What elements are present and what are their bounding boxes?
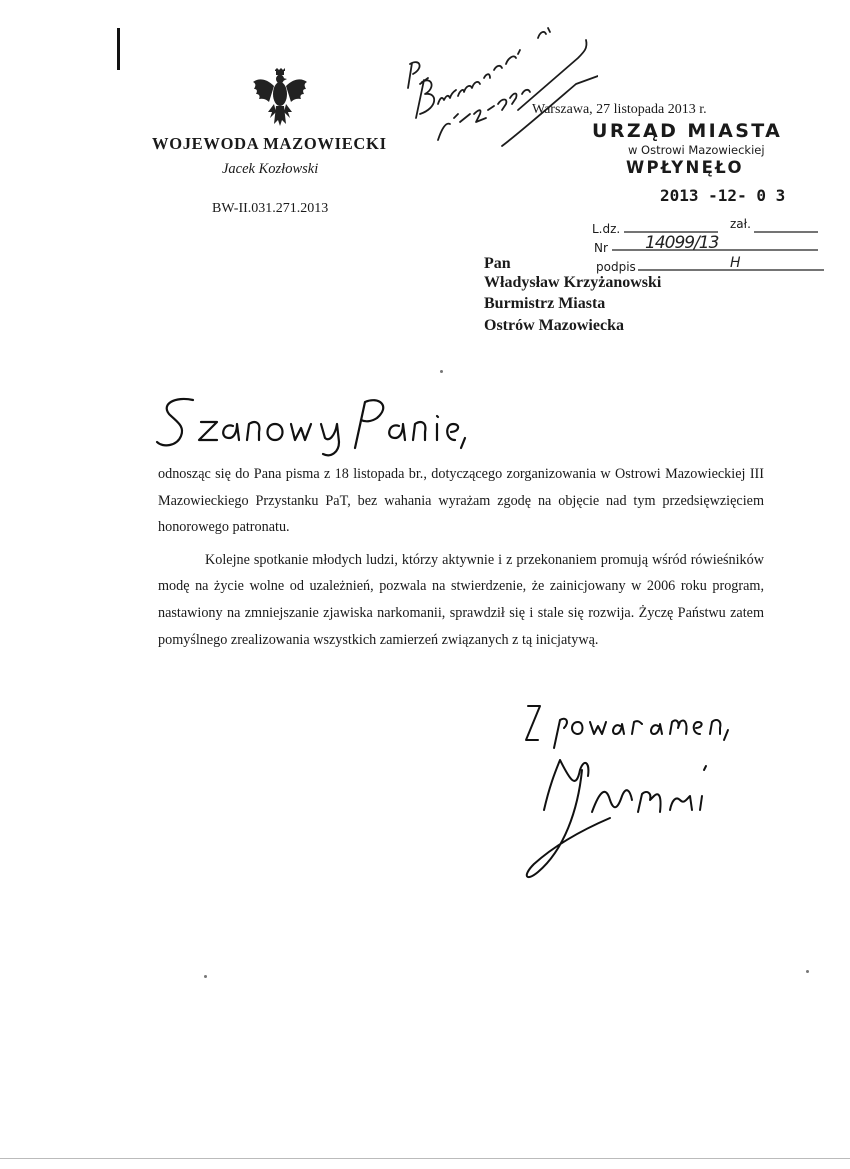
recipient-title: Pan <box>484 255 511 272</box>
stamp-city: w Ostrowi Mazowieckiej <box>628 143 765 157</box>
handwritten-forward-note <box>398 18 598 153</box>
stamp-initials: H <box>730 255 741 271</box>
body-paragraph-2: Kolejne spotkanie młodych ludzi, którzy aktywnie i z przekonaniem promują wśród rówieśników modę na życie wolne od uzależnień, pozwala na stwierdzenie, że zainicjowany w 2006 roku program, nastawiony na zmniejszanie zjawiska narkomanii, sprawdził się i stale się rozwija. Życzę Państwu zatem pomyślnego zrealizowania wszystkich zamierzeń związanych z tą inicjatywą. <box>158 551 764 648</box>
reference-number: BW-II.031.271.2013 <box>212 201 329 216</box>
scan-speck <box>806 970 809 973</box>
recipient-position: Burmistrz Miasta <box>484 295 606 312</box>
stamp-date: 2013 -12- 0 3 <box>660 186 786 205</box>
authority-name: WOJEWODA MAZOWIECKI <box>152 134 387 153</box>
place-and-date: Warszawa, 27 listopada 2013 r. <box>532 102 707 117</box>
stamp-office-name: URZĄD MIASTA <box>592 120 783 142</box>
body-paragraph-1: odnosząc się do Pana pisma z 18 listopada br., dotyczącego zorganizowania w Ostrowi Mazowieckiej III Mazowieckiego Przystanku PaT, bez wahania wyrażam zgodę na objęcie nad tym przedsięwzięciem honorowego patronatu. <box>158 466 764 536</box>
stamp-number-value: 14099/13 <box>645 233 719 253</box>
official-name: Jacek Kozłowski <box>222 161 319 177</box>
stamp-signature-label: podpis <box>596 260 636 274</box>
recipient-name: Władysław Krzyżanowski <box>484 274 662 291</box>
polish-eagle-emblem-icon <box>252 68 308 128</box>
handwritten-closing-and-signature <box>520 700 770 890</box>
stamp-number-label: Nr <box>594 241 608 255</box>
scan-page-edge <box>0 1158 850 1159</box>
stamp-attachments-label: zał. <box>730 217 751 231</box>
stamp-ldz-label: L.dz. <box>592 222 621 236</box>
scan-margin-mark <box>117 28 120 70</box>
recipient-city: Ostrów Mazowiecka <box>484 317 624 334</box>
scan-speck <box>440 370 443 373</box>
scan-speck <box>204 975 207 978</box>
stamp-received-label: WPŁYNĘŁO <box>626 158 744 177</box>
letter-body <box>158 461 764 653</box>
handwritten-salutation <box>155 392 475 460</box>
